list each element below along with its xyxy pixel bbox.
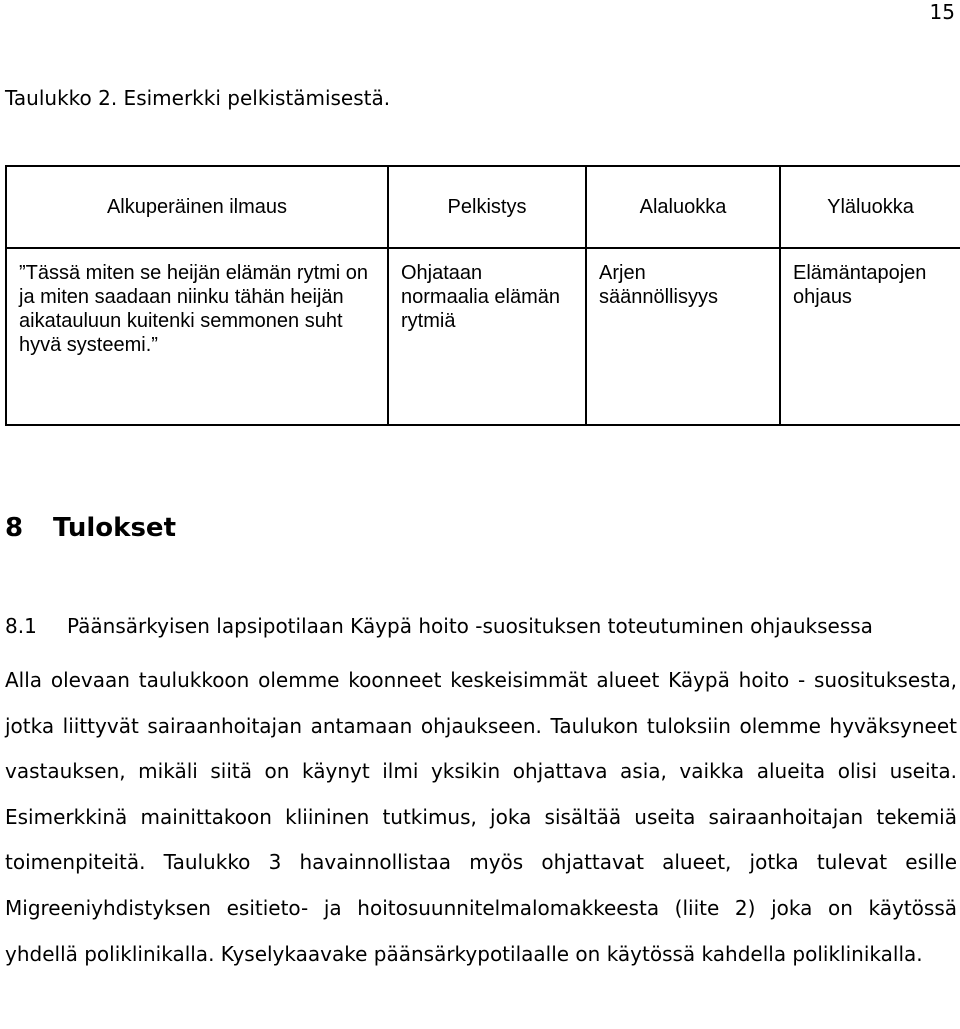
table-header-row	[6, 166, 960, 248]
cell-reduction: Ohjataan normaalia elämän rytmiä	[388, 248, 586, 425]
section-heading	[5, 512, 176, 544]
cell-original-expression: ”Tässä miten se heijän elämän rytmi on ja miten saadaan niinku tähän heijän aikatauluun kuitenki semmonen suht hyvä systeemi.”	[6, 248, 388, 425]
section-number: 8	[5, 513, 24, 543]
reduction-example-table	[5, 165, 960, 426]
table-row	[6, 248, 960, 425]
subsection-title: Päänsärkyisen lapsipotilaan Käypä hoito -suosituksen toteutuminen ohjauksessa	[67, 614, 873, 638]
subsection-number: 8.1	[5, 614, 37, 638]
body-paragraph: Alla olevaan taulukkoon olemme koonneet keskeisimmät alueet Käypä hoito - suosituksesta, jotka liittyvät sairaanhoitajan antamaan ohjaukseen. Taulukon tuloksiin olemme hyväksyneet vastauksen, mikäli siitä on käynyt ilmi yksikin ohjattava asia, vaikka alueita olisi useita. Esimerkkinä mainittakoon kliininen tutkimus, joka sisältää useita sairaanhoitajan tekemiä toimenpiteitä. Taulukko 3 havainnollistaa myös ohjattavat alueet, jotka tulevat esille Migreeniyhdistyksen esitieto- ja hoitosuunnitelmalomakkeesta (liite 2) joka on käytössä yhdellä poliklinikalla. Kyselykaavake päänsärkypotilaalle on käytössä kahdella poliklinikalla.	[5, 668, 957, 966]
section-title: Tulokset	[53, 513, 176, 543]
column-header-subcategory: Alaluokka	[586, 166, 780, 248]
cell-subcategory: Arjen säännöllisyys	[586, 248, 780, 425]
page-number: 15	[929, 0, 955, 24]
column-header-original-expression: Alkuperäinen ilmaus	[6, 166, 388, 248]
cell-upper-category: Elämäntapojen ohjaus	[780, 248, 960, 425]
subsection-heading	[5, 612, 873, 640]
table-caption: Taulukko 2. Esimerkki pelkistämisestä.	[5, 86, 391, 110]
column-header-reduction: Pelkistys	[388, 166, 586, 248]
column-header-upper-category: Yläluokka	[780, 166, 960, 248]
